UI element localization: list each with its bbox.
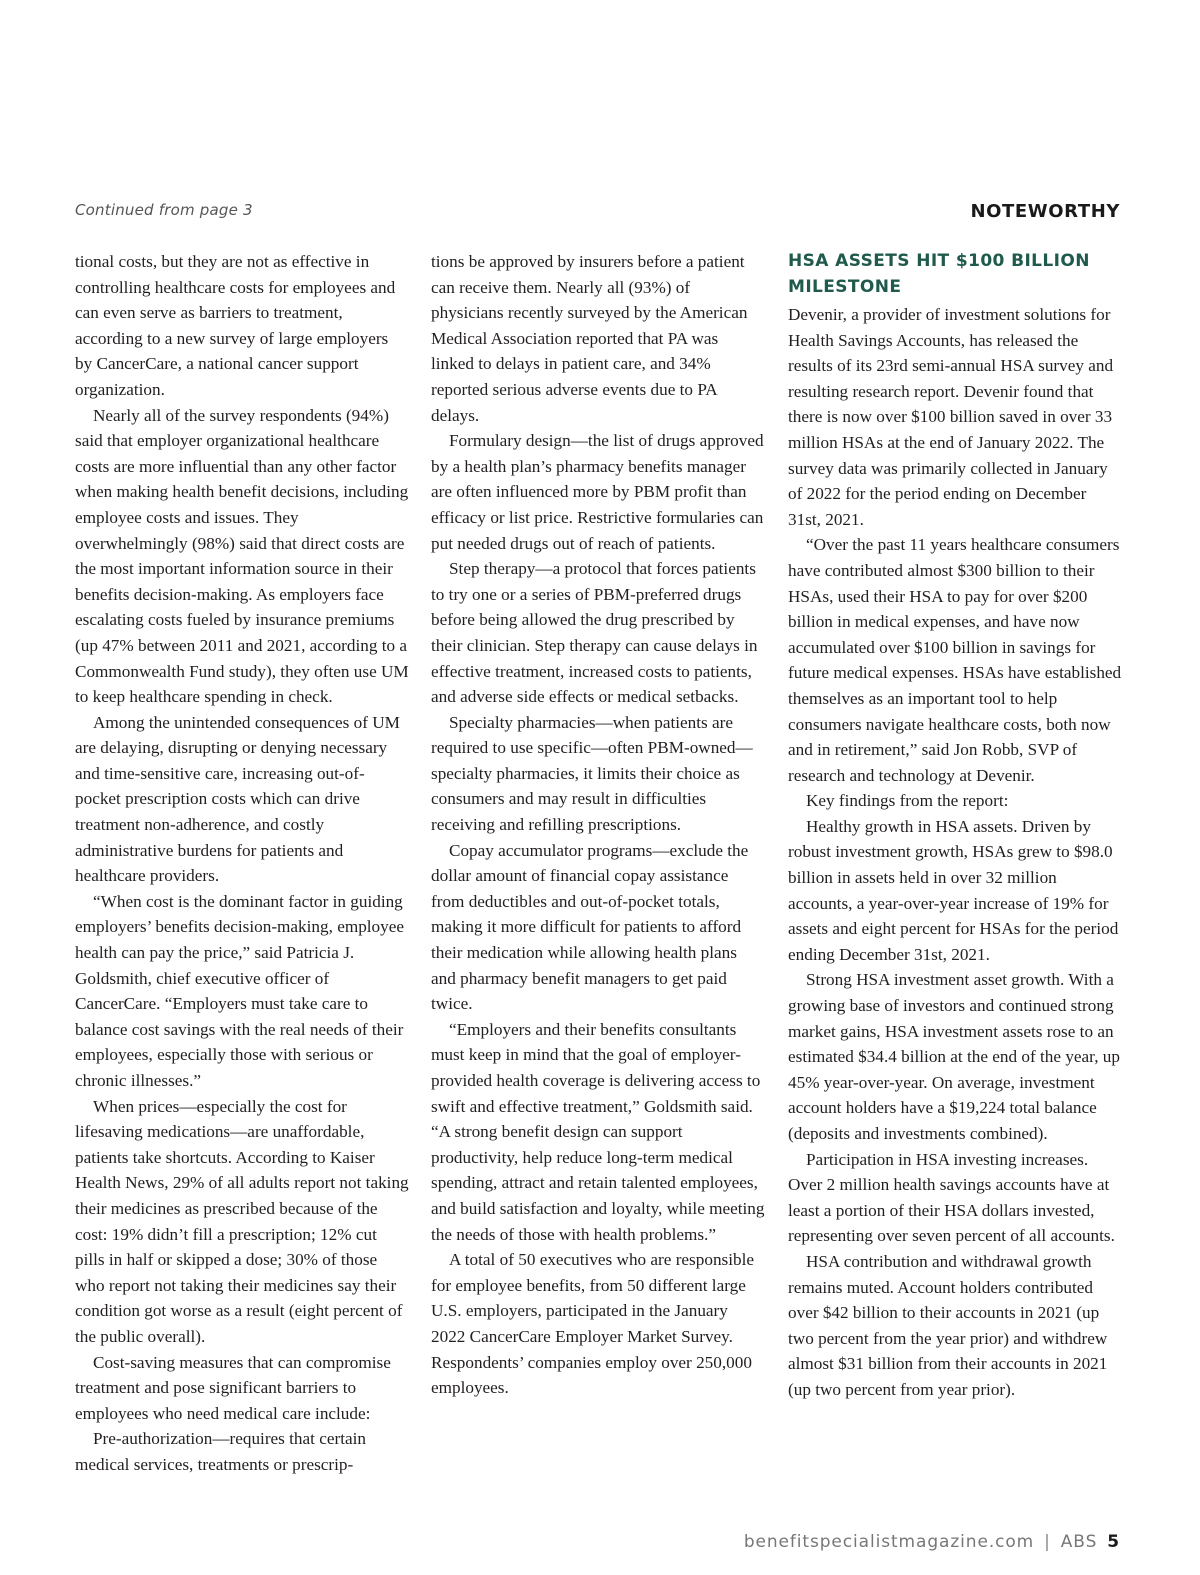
paragraph: Formulary design—the list of drugs approved by a health plan’s pharmacy benefits manager are often influenced more by PBM profit than efficacy or list price. Restrictive formularies can put needed drugs out of reach of patients. bbox=[431, 431, 764, 553]
paragraph: Key findings from the report: bbox=[806, 791, 1009, 811]
paragraph: tions be approved by insurers before a patient can receive them. Nearly all (93%) of physicians recently surveyed by the American Medical Association reported that PA was linked to delays in patient care, and 34% reported serious adverse events due to PA delays. bbox=[431, 252, 748, 425]
footer-site: benefitspecialistmagazine.com bbox=[743, 1532, 1035, 1552]
section-label: NOTEWORTHY bbox=[970, 201, 1120, 222]
paragraph: Cost-saving measures that can compromise treatment and pose significant barriers to employees who need medical care include: bbox=[75, 1352, 391, 1423]
paragraph: Devenir, a provider of investment solutions for Health Savings Accounts, has released the results of its 23rd semi-annual HSA survey and resulting research report. Devenir found that there is now over $100 billion saved in over 33 million HSAs at the end of January 2022. The survey data was primarily collected in January of 2022 for the period ending on December 31st, 2021. bbox=[788, 305, 1114, 529]
page-footer bbox=[744, 1532, 1120, 1552]
footer-publication: ABS bbox=[1060, 1532, 1098, 1552]
paragraph: When prices—especially the cost for lifesaving medications—are unaffordable, patients take shortcuts. According to Kaiser Health News, 29% of all adults report not taking their medicines as prescribed because of the cost: 19% didn’t fill a prescription; 12% cut pills in half or skipped a dose; 30% of those who report not taking their medicines say their condition got worse as a result (eight percent of the public overall). bbox=[75, 1096, 409, 1346]
article-column-2 bbox=[431, 249, 765, 1401]
paragraph: “Employers and their benefits consultants must keep in mind that the goal of employer-provided health coverage is delivering access to swift and effective treatment,” Goldsmith said. “A strong benefit design can support productivity, help reduce long-term medical spending, attract and retain talented employees, and build satisfaction and loyalty, while meeting the needs of those with health problems.” bbox=[431, 1019, 765, 1244]
paragraph: Step therapy—a protocol that forces patients to try one or a series of PBM-preferred drugs before being allowed the drug prescribed by their clinician. Step therapy can cause delays in effective treatment, increased costs to patients, and adverse side effects or medical setbacks. bbox=[431, 559, 758, 707]
paragraph: HSA contribution and withdrawal growth remains muted. Account holders contributed over $42 billion to their accounts in 2021 (up two percent from the year prior) and withdrew almost $31 billion from their accounts in 2021 (up two percent from year prior). bbox=[788, 1251, 1108, 1399]
paragraph: Specialty pharmacies—when patients are required to use specific—often PBM-owned—specialty pharmacies, it limits their choice as consumers and may result in difficulties receiving and refilling prescriptions. bbox=[431, 712, 753, 835]
paragraph: Copay accumulator programs—exclude the dollar amount of financial copay assistance from deductibles and out-of-pocket totals, making it more difficult for patients to afford their medication while allowing health plans and pharmacy benefit managers to get paid twice. bbox=[431, 840, 749, 1014]
footer-separator: | bbox=[1044, 1532, 1051, 1552]
paragraph: A total of 50 executives who are responsible for employee benefits, from 50 different large U.S. employers, participated in the January 2022 CancerCare Employer Market Survey. Respondents’ companies employ over 250,000 employees. bbox=[431, 1250, 754, 1398]
paragraph: Among the unintended consequences of UM are delaying, disrupting or denying necessary and time-sensitive care, increasing out-of-pocket prescription costs which can drive treatment non-adherence, and costly administrative burdens for patients and healthcare providers. bbox=[75, 712, 400, 886]
article-column-1 bbox=[75, 249, 409, 1478]
continued-note: Continued from page 3 bbox=[75, 201, 253, 219]
article-heading: HSA ASSETS HIT $100 BILLION MILESTONE bbox=[788, 251, 1090, 297]
paragraph: Pre-authorization—requires that certain medical services, treatments or prescrip- bbox=[75, 1429, 366, 1474]
page-number: 5 bbox=[1107, 1532, 1120, 1552]
paragraph: Strong HSA investment asset growth. With a growing base of investors and continued strong market gains, HSA investment assets rose to an estimated $34.4 billion at the end of the year, up 45% year-over-year. On average, investment account holders have a $19,224 total balance (deposits and investments combined). bbox=[788, 970, 1120, 1143]
paragraph: Healthy growth in HSA assets. Driven by robust investment growth, HSAs grew to $98.0 billion in assets held in over 32 million accounts, a year-over-year increase of 19% for assets and eight percent for HSAs for the period ending December 31st, 2021. bbox=[788, 816, 1119, 964]
paragraph: “Over the past 11 years healthcare consumers have contributed almost $300 billion to their HSAs, used their HSA to pay for over $200 billion in medical expenses, and have now accumulated over $100 billion in savings for future medical expenses. HSAs have established themselves as an important tool to help consumers navigate healthcare costs, both now and in retirement,” said Jon Robb, SVP of research and technology at Devenir. bbox=[788, 535, 1122, 785]
noteworthy-column bbox=[788, 249, 1122, 1403]
paragraph: Nearly all of the survey respondents (94%) said that employer organizational healthcare costs are more influential than any other factor when making health benefit decisions, including employee costs and issues. They overwhelmingly (98%) said that direct costs are the most important information source in their benefits decision-making. As employers face escalating costs fueled by insurance premiums (up 47% between 2011 and 2021, according to a Commonwealth Fund study), they often use UM to keep healthcare spending in check. bbox=[75, 405, 409, 707]
paragraph: tional costs, but they are not as effective in controlling healthcare costs for employees and can even serve as barriers to treatment, according to a new survey of large employers by CancerCare, a national cancer support organization. bbox=[75, 252, 396, 399]
paragraph: “When cost is the dominant factor in guiding employers’ benefits decision-making, employee health can pay the price,” said Patricia J. Goldsmith, chief executive officer of CancerCare. “Employers must take care to balance cost savings with the real needs of their employees, especially those with serious or chronic illnesses.” bbox=[75, 891, 405, 1090]
paragraph: Participation in HSA investing increases. Over 2 million health savings accounts have at least a portion of their HSA dollars invested, representing over seven percent of all accounts. bbox=[788, 1149, 1115, 1246]
